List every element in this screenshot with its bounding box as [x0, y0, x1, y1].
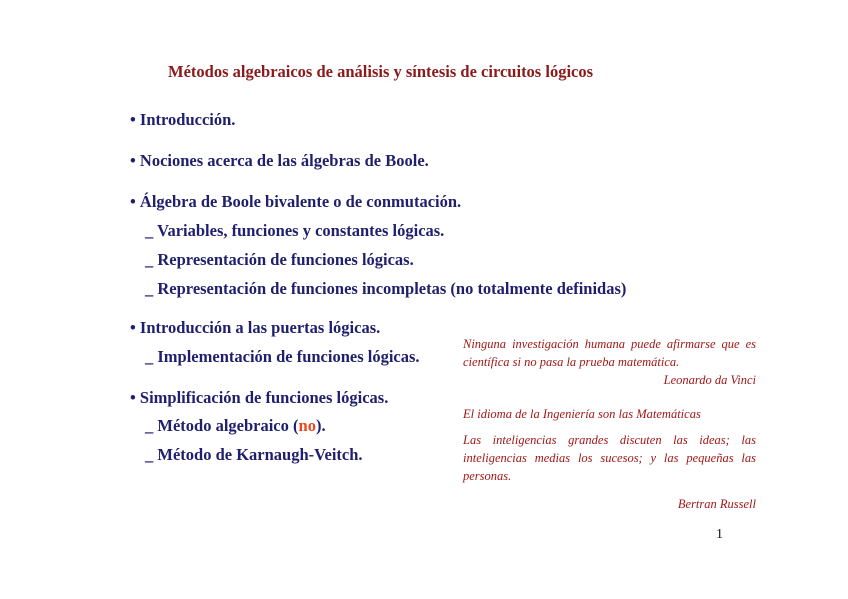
outline-item-simplificacion: • Simplificación de funciones lógicas.	[130, 388, 389, 407]
quotes-box	[463, 335, 756, 513]
quote-author-russell: Bertran Russell	[677, 497, 756, 511]
outline-item-puertas-logicas: • Introducción a las puertas lógicas.	[130, 318, 381, 337]
no-highlight: no	[298, 416, 316, 435]
outline-subitem-metodo-algebraico	[145, 416, 326, 436]
outline-item-introduccion: • Introducción.	[130, 110, 236, 129]
outline-item-algebra-bivalente: • Álgebra de Boole bivalente o de conmutación.	[130, 192, 462, 211]
outline-subitem-karnaugh: _ Método de Karnaugh-Veitch.	[145, 445, 363, 464]
outline-subitem-implementacion: _ Implementación de funciones lógicas.	[145, 347, 420, 366]
outline-subitem-representacion: _ Representación de funciones lógicas.	[145, 250, 414, 269]
outline-subitem-incompletas: _ Representación de funciones incompletas (no totalmente definidas)	[145, 279, 627, 298]
slide-title: Métodos algebraicos de análisis y síntesis de circuitos lógicos	[168, 62, 594, 81]
metodo-algebraico-prefix: _ Método algebraico (	[145, 416, 299, 435]
quote-da-vinci: Ninguna investigación humana puede afirmarse que es científica si no pasa la prueba matemática.	[463, 337, 756, 369]
quote-ingenieria: El idioma de la Ingeniería son las Matemáticas	[463, 407, 701, 421]
page-number: 1	[716, 527, 723, 542]
outline-item-nociones-boole: • Nociones acerca de las álgebras de Boole.	[130, 151, 429, 170]
outline-subitem-variables: _ Variables, funciones y constantes lógicas.	[145, 221, 445, 240]
quote-russell: Las inteligencias grandes discuten las ideas; las inteligencias medias los sucesos; y las pequeñas las personas.	[463, 433, 756, 483]
metodo-algebraico-suffix: ).	[315, 416, 326, 435]
quote-author-da-vinci: Leonardo da Vinci	[663, 373, 756, 387]
